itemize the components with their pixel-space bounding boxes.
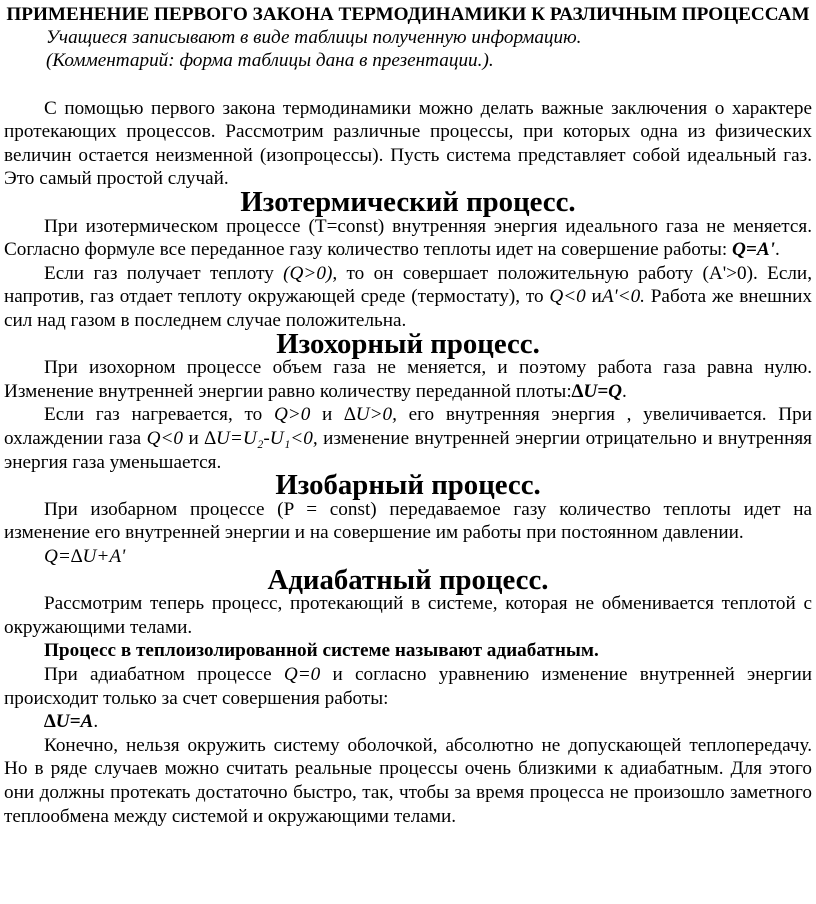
adiabatic-paragraph-3: Конечно, нельзя окружить систему оболочкой, абсолютно не допускающей теплопередачу. Но в ряде случаев можно считать реальные процессы очень близкими к адиабатным. Для этого они должны протекать достаточно быстро, так, чтобы за время процесса не произошло заметного теплообмена между системой и окружающими телами. [4, 734, 812, 827]
isothermal-text-2a: Если газ получает теплоту [44, 262, 284, 284]
adiabatic-formula-text: ∆U=A [44, 711, 94, 733]
spacer [4, 73, 812, 97]
isothermal-paragraph-1 [4, 215, 812, 262]
isochoric-text-2b: и [310, 404, 345, 426]
adiabatic-paragraph-1: Рассмотрим теперь процесс, протекающий в системе, которая не обменивается теплотой с окружающими телами. [4, 593, 812, 638]
isothermal-text-2c: и [585, 286, 602, 308]
isothermal-text-2d: Работа же внешних сил над газом в последнем случае положительна. [4, 286, 812, 332]
heading-adiabatic: Адиабатный процесс. [267, 563, 549, 596]
isochoric-text-1: При изохорном процессе объем газа не меняется, и поэтому работа газа равна нулю. Изменение внутренней энергии равно количеству переданной плоты: [4, 357, 812, 402]
heading-isothermal: Изотермический процесс. [240, 186, 576, 219]
heading-isobaric: Изобарный процесс. [275, 469, 541, 502]
adiabatic-formula-q-zero: Q=0 [283, 663, 321, 685]
isothermal-text-1-end: . [774, 239, 780, 261]
isochoric-formula-du-neg: ∆U=U₂-U₁<0, [204, 428, 318, 449]
isothermal-formula-q-neg: Q<0 [549, 286, 586, 308]
isothermal-formula-a-neg: A'<0. [601, 286, 645, 308]
isochoric-paragraph-2 [4, 403, 812, 474]
intro-line-1: Учащиеся записывают в виде таблицы полученную информацию. [46, 26, 582, 48]
adiabatic-formula-end: . [93, 711, 99, 733]
isochoric-text-2d: и [183, 428, 205, 449]
isochoric-formula-q-neg: Q<0 [146, 428, 184, 449]
isochoric-text-2e: изменение внутренней энергии отрицательно и внутренняя энергия газа уменьшается. [4, 428, 812, 473]
isothermal-text-1: При изотермическом процессе (T=const) внутренняя энергия идеального газа не меняется. Согласно формуле все переданное газу количество теплоты идет на совершение работы: [4, 215, 812, 261]
isochoric-text-2a: Если газ нагревается, то [44, 404, 274, 426]
adiabatic-definition: Процесс в теплоизолированной системе называют адиабатным. [44, 640, 599, 662]
adiabatic-paragraph-2 [4, 663, 812, 710]
intro-line-2: (Комментарий: форма таблицы дана в презентации.). [46, 50, 494, 72]
isochoric-paragraph-1 [4, 356, 812, 403]
isobaric-paragraph-1: При изобарном процессе (P = const) передаваемое газу количество теплоты идет на изменение его внутренней энергии и на совершение им работы при постоянном давлении. [4, 498, 812, 544]
isochoric-formula: ∆U=Q [571, 380, 623, 402]
heading-isochoric: Изохорный процесс. [276, 327, 540, 360]
document-title: ПРИМЕНЕНИЕ ПЕРВОГО ЗАКОНА ТЕРМОДИНАМИКИ К РАЗЛИЧНЫМ ПРОЦЕССАМ [6, 4, 810, 25]
isochoric-formula-du-pos: ∆U>0, [344, 404, 397, 426]
isothermal-paragraph-2 [4, 262, 812, 333]
adiabatic-text-2b: и согласно уравнению изменение внутренней энергии происходит только за счет совершения работы: [4, 663, 813, 709]
main-paragraph: С помощью первого закона термодинамики можно делать важные заключения о характере протекающих процессов. Рассмотрим различные процессы, при которых одна из физических величин остается неизменной (изопроцессы). Пусть система представляет собой идеальный газ. Это самый простой случай. [4, 97, 812, 190]
isochoric-formula-q-pos: Q>0 [273, 404, 311, 426]
adiabatic-text-2a: При адиабатном процессе [44, 663, 284, 685]
isobaric-formula-text: Q=∆U+A' [44, 545, 126, 567]
isothermal-formula-q-pos: (Q>0), [283, 262, 338, 284]
isothermal-text-2b: то он совершает положительную работу (A'>0). Если, напротив, газ отдает теплоту окружающей среде (термостату), то [4, 262, 812, 308]
adiabatic-formula [44, 710, 812, 734]
isochoric-text-2c: его внутренняя энергия , увеличивается. При охлаждении газа [4, 404, 812, 449]
isothermal-formula: Q=A' [732, 239, 775, 261]
isochoric-text-1-end: . [622, 380, 627, 402]
